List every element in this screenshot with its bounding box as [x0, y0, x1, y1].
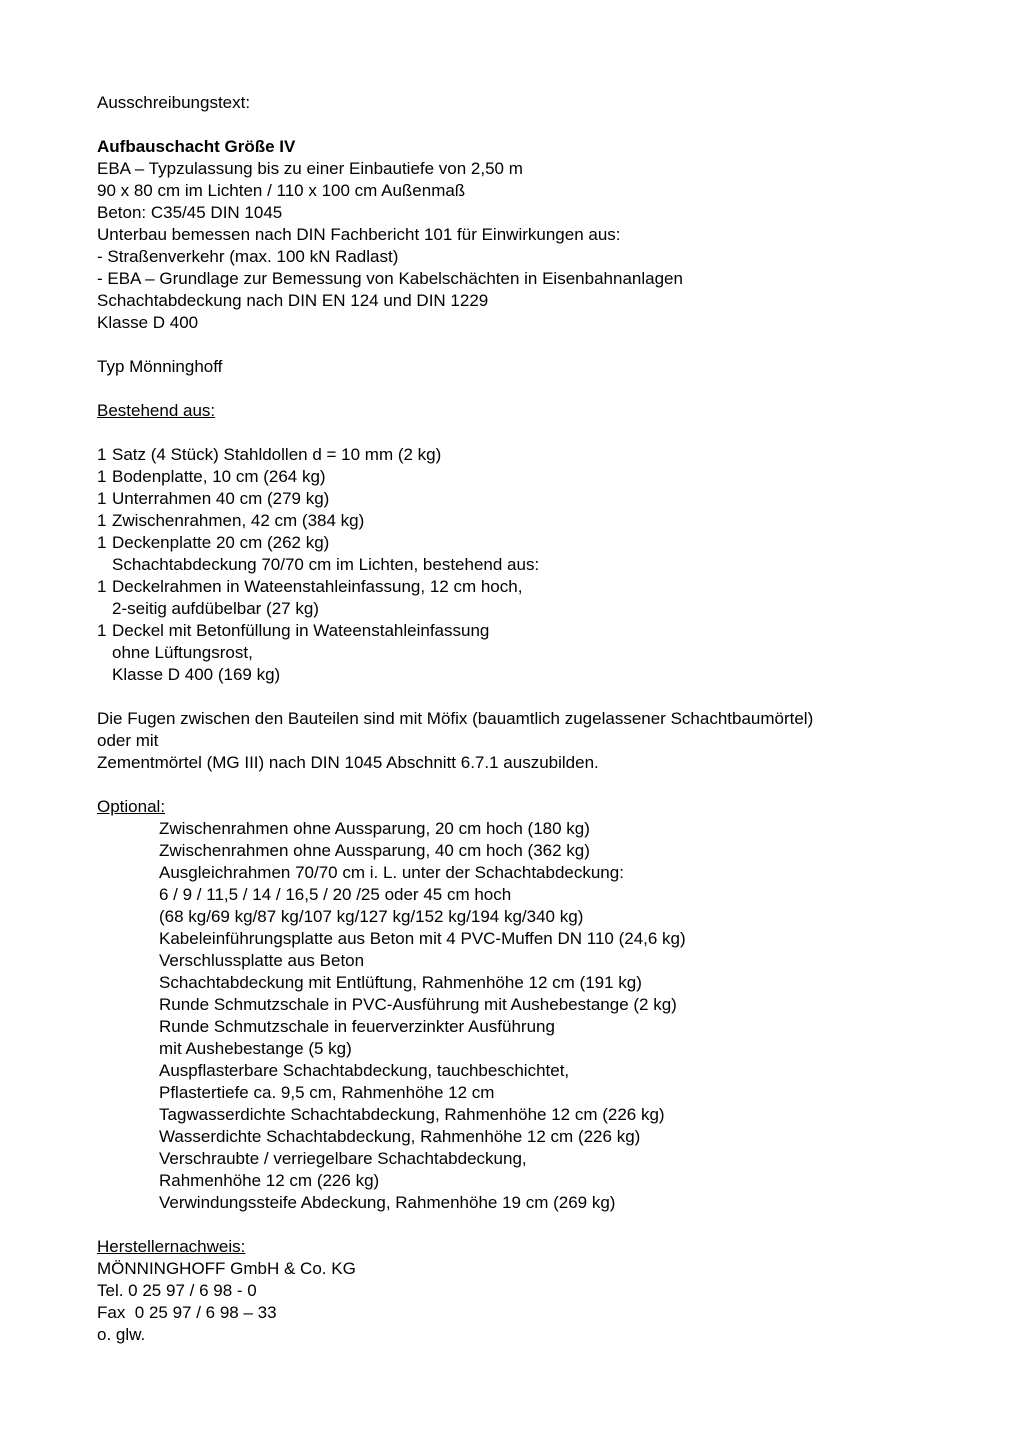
manufacturer-block: [97, 1258, 1006, 1346]
component-item: [97, 620, 1006, 642]
manufacturer-line: Fax 0 25 97 / 6 98 – 33: [97, 1303, 277, 1322]
optional-item: mit Aushebestange (5 kg): [159, 1039, 352, 1058]
optional-item: Auspflasterbare Schachtabdeckung, tauchbeschichtet,: [159, 1061, 570, 1080]
component-item: [97, 598, 1006, 620]
component-item: [97, 554, 1006, 576]
spec-line: Klasse D 400: [97, 313, 199, 332]
joints-line: Die Fugen zwischen den Bauteilen sind mit Möfix (bauamtlich zugelassener Schachtbaumörtel): [97, 709, 814, 728]
spec-line: Unterbau bemessen nach DIN Fachbericht 101 für Einwirkungen aus:: [97, 225, 621, 244]
spec-line: - EBA – Grundlage zur Bemessung von Kabelschächten in Eisenbahnanlagen: [97, 269, 683, 288]
joints-line: Zementmörtel (MG III) nach DIN 1045 Abschnitt 6.7.1 auszubilden.: [97, 753, 599, 772]
component-item: [97, 510, 1006, 532]
optional-item: Zwischenrahmen ohne Aussparung, 20 cm hoch (180 kg): [159, 819, 590, 838]
component-text: Deckelrahmen in Wateenstahleinfassung, 12 cm hoch,: [112, 577, 523, 596]
component-item: [97, 532, 1006, 554]
spec-line: EBA – Typzulassung bis zu einer Einbautiefe von 2,50 m: [97, 159, 523, 178]
optional-item: Verschraubte / verriegelbare Schachtabdeckung,: [159, 1149, 527, 1168]
type-line: Typ Mönninghoff: [97, 357, 223, 376]
optional-item: Tagwasserdichte Schachtabdeckung, Rahmenhöhe 12 cm (226 kg): [159, 1105, 665, 1124]
optional-item: Runde Schmutzschale in PVC-Ausführung mit Aushebestange (2 kg): [159, 995, 677, 1014]
optional-item: Runde Schmutzschale in feuerverzinkter Ausführung: [159, 1017, 555, 1036]
optional-item: Zwischenrahmen ohne Aussparung, 40 cm hoch (362 kg): [159, 841, 590, 860]
joints-line: oder mit: [97, 731, 159, 750]
optional-item: Ausgleichrahmen 70/70 cm i. L. unter der Schachtabdeckung:: [159, 863, 624, 882]
spec-line: Schachtabdeckung nach DIN EN 124 und DIN 1229: [97, 291, 489, 310]
component-text: Klasse D 400 (169 kg): [112, 665, 281, 684]
component-item: [97, 488, 1006, 510]
component-qty: 1: [97, 445, 107, 464]
component-qty: 1: [97, 489, 107, 508]
component-qty: [97, 598, 112, 620]
optional-item: 6 / 9 / 11,5 / 14 / 16,5 / 20 /25 oder 45 cm hoch: [159, 885, 512, 904]
component-qty: 1: [97, 577, 107, 596]
optional-item: Verwindungssteife Abdeckung, Rahmenhöhe 19 cm (269 kg): [159, 1193, 616, 1212]
optional-item: Schachtabdeckung mit Entlüftung, Rahmenhöhe 12 cm (191 kg): [159, 973, 642, 992]
component-qty: 1: [97, 511, 107, 530]
component-qty: [97, 664, 112, 686]
component-text: Schachtabdeckung 70/70 cm im Lichten, bestehend aus:: [112, 555, 540, 574]
spec-line: 90 x 80 cm im Lichten / 110 x 100 cm Außenmaß: [97, 181, 466, 200]
product-title: Aufbauschacht Größe IV: [97, 137, 296, 156]
manufacturer-line: Tel. 0 25 97 / 6 98 - 0: [97, 1281, 257, 1300]
optional-heading: Optional:: [97, 797, 166, 816]
manufacturer-line: MÖNNINGHOFF GmbH & Co. KG: [97, 1259, 356, 1278]
component-item: [97, 576, 1006, 598]
components-heading: Bestehend aus:: [97, 401, 216, 420]
component-item: [97, 444, 1006, 466]
component-qty: 1: [97, 533, 107, 552]
optional-item: Wasserdichte Schachtabdeckung, Rahmenhöhe 12 cm (226 kg): [159, 1127, 641, 1146]
component-text: Zwischenrahmen, 42 cm (384 kg): [112, 511, 365, 530]
component-text: Bodenplatte, 10 cm (264 kg): [112, 467, 326, 486]
component-qty: 1: [97, 621, 107, 640]
component-qty: [97, 554, 112, 576]
components-list: [97, 444, 1006, 686]
optional-list: [97, 818, 1006, 1214]
spec-line: Beton: C35/45 DIN 1045: [97, 203, 283, 222]
optional-item: Pflastertiefe ca. 9,5 cm, Rahmenhöhe 12 cm: [159, 1083, 495, 1102]
spec-line: - Straßenverkehr (max. 100 kN Radlast): [97, 247, 399, 266]
intro-label: Ausschreibungstext:: [97, 93, 251, 112]
component-item: [97, 466, 1006, 488]
component-text: Unterrahmen 40 cm (279 kg): [112, 489, 330, 508]
component-item: [97, 642, 1006, 664]
joints-paragraph: [97, 708, 1006, 774]
component-text: 2-seitig aufdübelbar (27 kg): [112, 599, 319, 618]
component-text: Deckel mit Betonfüllung in Wateenstahleinfassung: [112, 621, 490, 640]
manufacturer-heading: Herstellernachweis:: [97, 1237, 246, 1256]
optional-item: Kabeleinführungsplatte aus Beton mit 4 PVC-Muffen DN 110 (24,6 kg): [159, 929, 686, 948]
component-item: [97, 664, 1006, 686]
optional-item: Rahmenhöhe 12 cm (226 kg): [159, 1171, 380, 1190]
component-qty: 1: [97, 467, 107, 486]
component-text: ohne Lüftungsrost,: [112, 643, 253, 662]
component-text: Satz (4 Stück) Stahldollen d = 10 mm (2 kg): [112, 445, 442, 464]
optional-item: (68 kg/69 kg/87 kg/107 kg/127 kg/152 kg/194 kg/340 kg): [159, 907, 584, 926]
spec-block: [97, 158, 1006, 334]
manufacturer-line: o. glw.: [97, 1325, 146, 1344]
component-text: Deckenplatte 20 cm (262 kg): [112, 533, 330, 552]
component-qty: [97, 642, 112, 664]
optional-item: Verschlussplatte aus Beton: [159, 951, 365, 970]
